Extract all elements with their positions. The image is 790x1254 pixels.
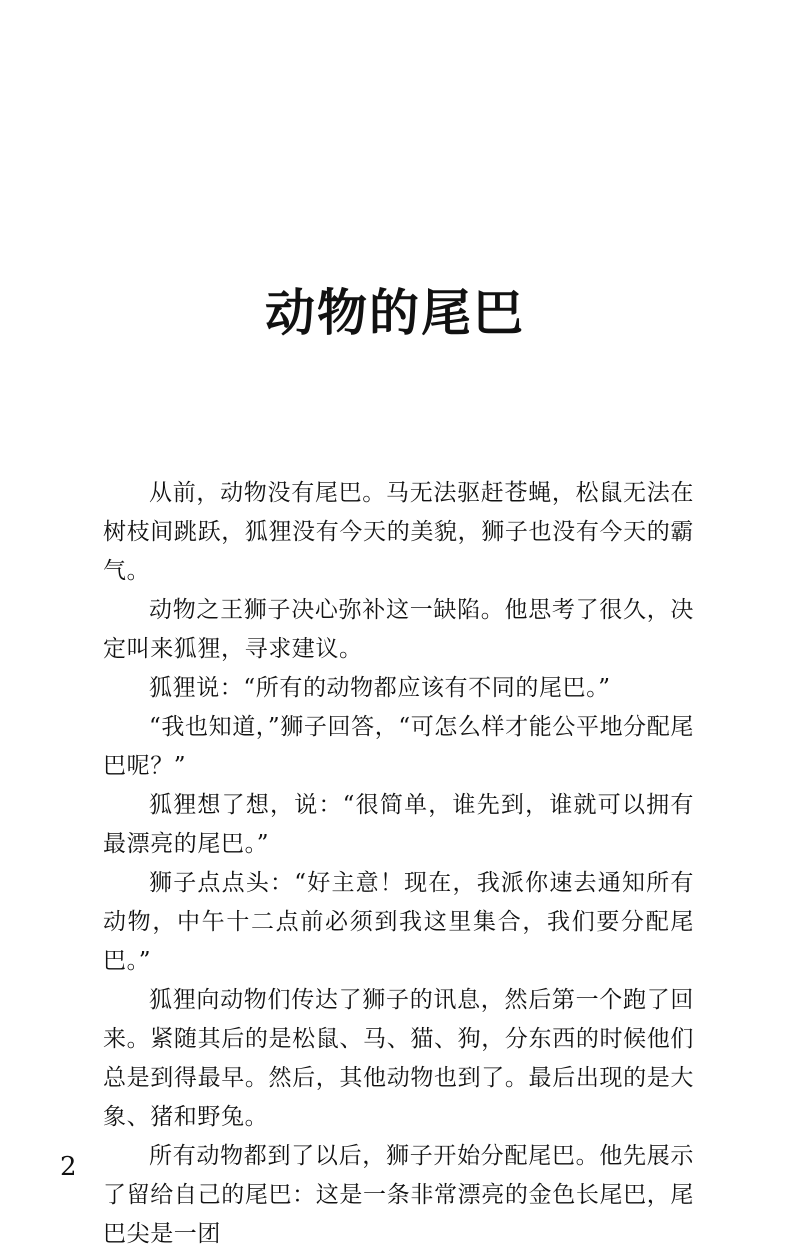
- chapter-title: 动物的尾巴: [265, 283, 525, 342]
- paragraph-6: 狮子点点头：“好主意！现在，我派你速去通知所有动物，中午十二点前必须到我这里集合，我们要分配尾巴。”: [103, 870, 694, 974]
- paragraph-1: 从前，动物没有尾巴。马无法驱赶苍蝇，松鼠无法在树枝间跳跃，狐狸没有今天的美貌，狮子也没有今天的霸气。: [103, 480, 694, 584]
- story-body: [103, 474, 694, 1254]
- paragraph-7: 狐狸向动物们传达了狮子的讯息，然后第一个跑了回来。紧随其后的是松鼠、马、猫、狗，分东西的时候他们总是到得最早。然后，其他动物也到了。最后出现的是大象、猪和野兔。: [103, 987, 694, 1130]
- paragraph-4: “我也知道，”狮子回答，“可怎么样才能公平地分配尾巴呢？”: [103, 714, 694, 779]
- page-number: 2: [60, 1152, 77, 1182]
- paragraph-8: 所有动物都到了以后，狮子开始分配尾巴。他先展示了留给自己的尾巴：这是一条非常漂亮的金色长尾巴，尾巴尖是一团: [103, 1143, 694, 1247]
- paragraph-2: 动物之王狮子决心弥补这一缺陷。他思考了很久，决定叫来狐狸，寻求建议。: [103, 597, 694, 662]
- paragraph-5: 狐狸想了想，说：“很简单，谁先到，谁就可以拥有最漂亮的尾巴。”: [103, 792, 694, 857]
- paragraph-3: 狐狸说：“所有的动物都应该有不同的尾巴。”: [149, 675, 611, 701]
